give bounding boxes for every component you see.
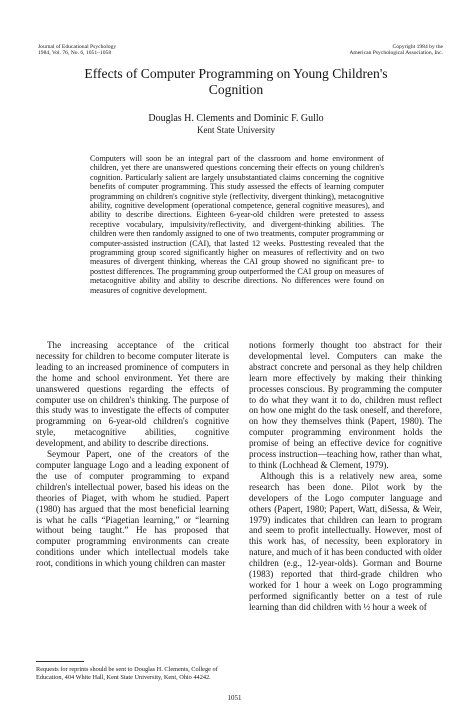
body-paragraph: notions formerly thought too abstract for their developmental level. Computers can make the abstract concrete and personal as they help children learn more effectively by making their thinking processes conscious. By programming the computer to do what they want it to do, children must reflect on how one might do the task oneself, and therefore, on how they themselves think (Papert, 1980). The computer programming environment holds the promise of being an effective device for cognitive process instruction—teaching how, rather than what, to think (Lochhead & Clement, 1979).: [249, 340, 442, 470]
footnote-rule: [36, 661, 84, 662]
body-paragraph: Seymour Papert, one of the creators of the computer language Logo and a leading exponent of the use of computer programming to expand children's intellectual power, based his ideas on the theories of Piaget, with whom he studied. Papert (1980) has argued that the most beneficial learning is what he calls “Piagetian learning,” or “learning without being taught.” He has proposed that computer programming environments can create conditions under which intellectual models take root, conditions in which young children can master: [36, 449, 229, 569]
article-authors: Douglas H. Clements and Dominic F. Gullo: [148, 113, 324, 124]
journal-citation: [38, 44, 116, 57]
article-title: Effects of Computer Programming on Young Children's Cognition: [84, 66, 388, 97]
body-paragraph: The increasing acceptance of the critical necessity for children to become computer literate is leading to an increased prominence of computers in the home and school environment. Yet there are unanswered questions regarding the effects of computer use on children's thinking. The purpose of this study was to investigate the effects of computer programming on 6-year-old children's cognitive style, metacognitive abilities, cognitive development, and ability to describe directions.: [36, 340, 229, 449]
body-column-right: [249, 340, 442, 613]
publisher-line: American Psychological Association, Inc.: [349, 50, 443, 57]
abstract: Computers will soon be an integral part of the classroom and home environment of children, yet there are unanswered questions concerning their effects on young children's cognition. Particularly salient are largely unsubstantiated claims concerning the cognitive benefits of computer programming. This study assessed the effects of learning computer programming on children's cognitive style (reflectivity, divergent thinking), metacognitive ability, cognitive development (operational competence, general cognitive measures), and ability to describe directions. Eighteen 6-year-old children were pretested to assess receptive vocabulary, impulsivity/reflectivity, and divergent-thinking abilities. The children were then randomly assigned to one of two treatments, computer programming or computer-assisted instruction (CAI), that lasted 12 weeks. Posttesting revealed that the programming group scored significantly higher on measures of reflectivity and on two measures of divergent thinking, whereas the CAI group showed no significant pre- to posttest differences. The programming group outperformed the CAI group on measures of metacognitive ability and ability to describe directions. No differences were found on measures of cognitive development.: [90, 154, 384, 295]
copyright-notice: [349, 44, 443, 57]
body-paragraph: Although this is a relatively new area, some research has been done. Pilot work by the developers of the Logo computer language and others (Papert, 1980; Papert, Watt, diSessa, & Weir, 1979) indicates that children can learn to program and seem to profit intellectually. However, most of this work has, of necessity, been exploratory in nature, and much of it has been conducted with older children (e.g., 12-year-olds). Gorman and Bourne (1983) reported that third-grade children who worked for 1 hour a week on Logo programming performed significantly better on a test of rule learning than did children with ½ hour a week of: [249, 470, 442, 612]
journal-volume: 1984, Vol. 76, No. 6, 1051–1058: [38, 50, 112, 57]
journal-name: Journal of Educational Psychology: [38, 44, 117, 50]
page-number: 1051: [227, 694, 242, 702]
copyright-line: Copyright 1984 by the: [392, 44, 443, 50]
footnote: Requests for reprints should be sent to Douglas H. Clements, College of Education, 404 White Hall, Kent State University, Kent, Ohio 44242.: [36, 666, 218, 681]
body-column-left: [36, 340, 229, 569]
author-affiliation: Kent State University: [197, 125, 275, 135]
